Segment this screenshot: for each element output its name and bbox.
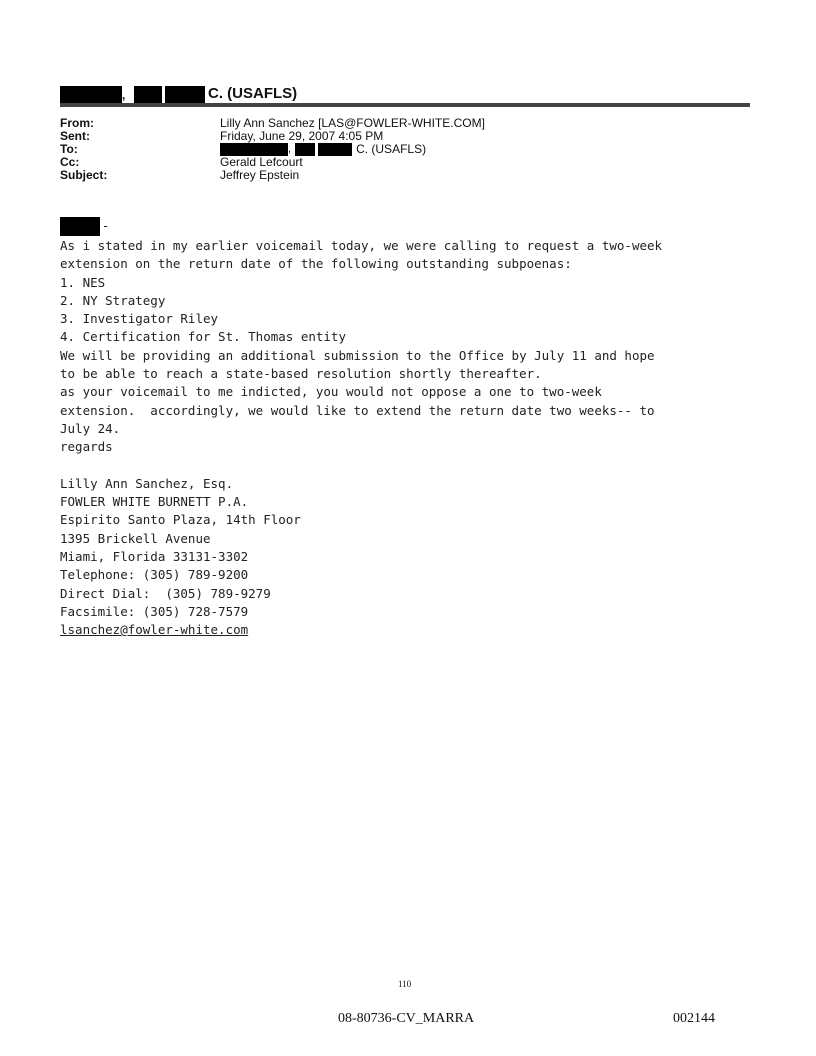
list-item: 1. NES [60,274,106,290]
list-item: 3. Investigator Riley [60,311,219,327]
signature-line: Miami, Florida 33131-3302 [60,549,249,565]
subject-row [60,169,580,182]
body-line: regards [60,439,113,455]
body-line: as your voicemail to me indicted, you would not oppose a one to two-week [60,384,602,400]
sent-label: Sent: [60,129,90,143]
cc-label: Cc: [60,155,80,169]
email-body [60,237,760,640]
page-number: 110 [398,979,412,989]
list-item: 2. NY Strategy [60,292,166,308]
list-item: 4. Certification for St. Thomas entity [60,329,346,345]
bates-number: 002144 [673,1011,715,1026]
signature-line: FOWLER WHITE BURNETT P.A. [60,494,249,510]
signature-line: Direct Dial: (305) 789-9279 [60,585,271,601]
to-suffix: C. (USAFLS) [356,142,427,156]
signature-line: Facsimile: (305) 728-7579 [60,603,249,619]
redaction-block [165,86,205,103]
redaction-block [134,86,162,103]
signature-line: Espirito Santo Plaza, 14th Floor [60,512,301,528]
signature-line: Lilly Ann Sanchez, Esq. [60,475,234,491]
body-line: July 24. [60,420,121,436]
from-value: Lilly Ann Sanchez [LAS@FOWLER-WHITE.COM] [220,116,485,130]
to-separator: , [288,143,292,155]
cc-row [60,156,580,169]
sent-row [60,130,580,143]
email-meta [60,117,580,182]
subject-label: Subject: [60,168,108,182]
signature-line: Telephone: (305) 789-9200 [60,567,249,583]
body-line: As i stated in my earlier voicemail today, we were calling to request a two-week [60,238,663,253]
body-line: to be able to reach a state-based resolution shortly thereafter. [60,366,542,382]
to-row [60,143,580,156]
body-line: extension on the return date of the following outstanding subpoenas: [60,256,572,272]
header-recipient-name: C. (USAFLS) [208,85,298,102]
subject-value: Jeffrey Epstein [220,168,300,182]
sent-value: Friday, June 29, 2007 4:05 PM [220,129,384,143]
header-divider [60,103,750,107]
case-id: 08-80736-CV_MARRA [338,1011,475,1026]
to-label: To: [60,142,78,156]
body-line: We will be providing an additional submission to the Office by July 11 and hope [60,347,655,363]
signature-email-link[interactable]: lsanchez@fowler-white.com [60,622,249,638]
redaction-block [60,86,122,103]
redaction-block [318,143,352,156]
redaction-block [60,217,100,236]
greeting-dash: - [102,219,110,233]
header-comma: , [122,88,126,102]
cc-value: Gerald Lefcourt [220,155,303,169]
blank-line [60,457,760,475]
from-label: From: [60,116,94,130]
body-line: extension. accordingly, we would like to extend the return date two weeks-- to [60,402,655,418]
signature-line: 1395 Brickell Avenue [60,530,211,546]
greeting [60,216,109,236]
